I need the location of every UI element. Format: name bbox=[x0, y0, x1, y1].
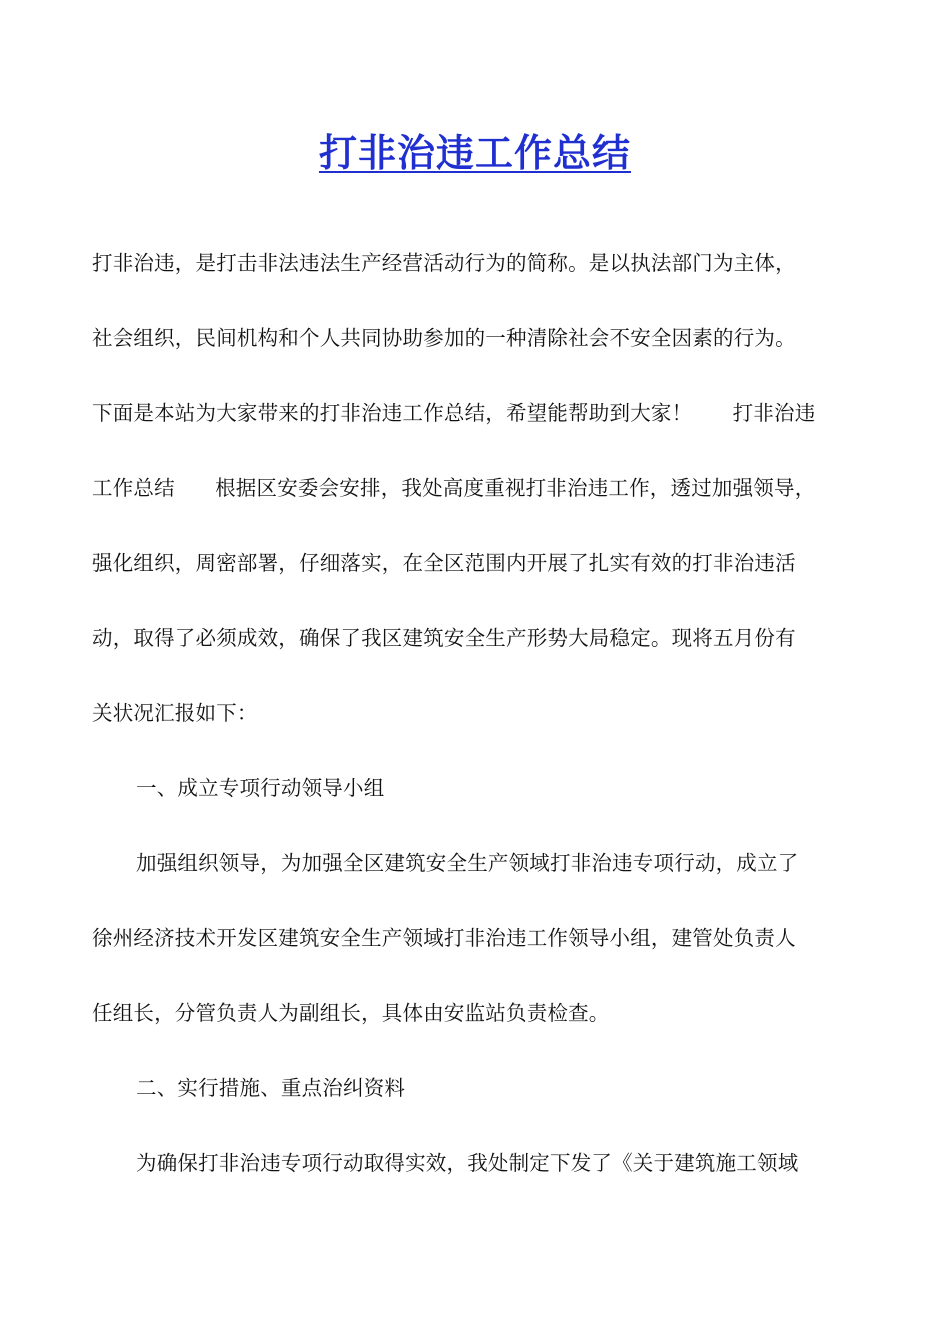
body-line: 工作总结 根据区安委会安排，我处高度重视打非治违工作，透过加强领导， bbox=[92, 476, 816, 500]
body-line: 关状况汇报如下： bbox=[92, 701, 258, 725]
body-line: 动，取得了必须成效，确保了我区建筑安全生产形势大局稳定。现将五月份有 bbox=[92, 626, 796, 650]
body-line: 打非治违，是打击非法违法生产经营活动行为的简称。是以执法部门为主体， bbox=[92, 251, 796, 275]
body-line: 为确保打非治违专项行动取得实效，我处制定下发了《关于建筑施工领域 bbox=[136, 1151, 799, 1175]
body-line: 下面是本站为大家带来的打非治违工作总结，希望能帮助到大家！ 打非治违 bbox=[92, 401, 816, 425]
body-line: 加强组织领导，为加强全区建筑安全生产领域打非治违专项行动，成立了 bbox=[136, 851, 799, 875]
body-line: 任组长，分管负责人为副组长，具体由安监站负责检查。 bbox=[92, 1001, 610, 1025]
body-line: 强化组织，周密部署，仔细落实，在全区范围内开展了扎实有效的打非治违活 bbox=[92, 551, 796, 575]
document-title bbox=[0, 126, 950, 180]
body-line: 社会组织，民间机构和个人共同协助参加的一种清除社会不安全因素的行为。 bbox=[92, 326, 796, 350]
document-body bbox=[92, 245, 882, 1220]
section-heading-2: 二、实行措施、重点治纠资料 bbox=[136, 1076, 406, 1100]
document-title-text: 打非治违工作总结 bbox=[318, 130, 631, 175]
section-heading-1: 一、成立专项行动领导小组 bbox=[136, 776, 385, 800]
body-line: 徐州经济技术开发区建筑安全生产领域打非治违工作领导小组，建管处负责人 bbox=[92, 926, 796, 950]
